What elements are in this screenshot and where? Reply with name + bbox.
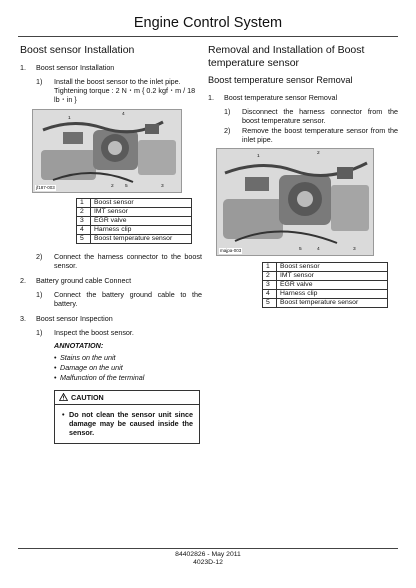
substep-text: Install the boost sensor to the inlet pipe. Tightening torque : 2 N・m { 0.2 kgf・m / 18 lb・in } xyxy=(54,76,196,104)
substep-1-1 xyxy=(36,77,202,104)
legend-table-right xyxy=(262,262,388,308)
substep-number: 2) xyxy=(36,251,43,261)
list-item: • Stains on the unit xyxy=(54,353,202,362)
table-row: 2 IMT sensor xyxy=(77,207,192,216)
warning-triangle-icon xyxy=(59,393,68,401)
step-number: 1. xyxy=(20,62,26,72)
step-text: Battery ground cable Connect xyxy=(36,275,132,285)
substep-3-1 xyxy=(36,328,202,337)
callout-label: 4 xyxy=(317,246,320,252)
substep-number: 1) xyxy=(36,289,43,299)
table-row: 5 Boost temperature sensor xyxy=(77,234,192,243)
step-3 xyxy=(20,314,202,323)
page-title: Engine Control System xyxy=(133,15,283,31)
figure-boost-sensor xyxy=(32,109,182,193)
callout-label: 2 xyxy=(317,150,320,156)
table-row: 1 Boost sensor xyxy=(77,198,192,207)
section-heading-right: Removal and Installation of Boost temperature sensor xyxy=(208,44,365,69)
footer-page-number: 4023D-12 xyxy=(193,559,223,567)
table-row: 3 EGR valve xyxy=(263,280,388,289)
table-row: 5 Boost temperature sensor xyxy=(263,298,388,307)
callout-label: 4 xyxy=(122,111,125,117)
step-1 xyxy=(20,63,202,72)
figure-id: jf187-003 xyxy=(36,184,55,190)
section-heading-left: Boost sensor Installation xyxy=(20,44,135,56)
step-text: Boost sensor Inspection xyxy=(36,313,113,323)
table-row: 2 IMT sensor xyxy=(263,271,388,280)
callout-label: 5 xyxy=(125,183,128,189)
callout-label: 3 xyxy=(161,183,164,189)
substep-text: Disconnect the harness connector from the boost temperature sensor. xyxy=(242,106,398,125)
step-2 xyxy=(20,276,202,285)
footer-document-id: 84402826 - May 2011 xyxy=(175,551,241,558)
left-column xyxy=(20,44,202,444)
step-1 xyxy=(208,93,398,102)
engine-illustration xyxy=(33,110,182,193)
engine-illustration xyxy=(217,149,374,256)
caution-header xyxy=(55,391,199,405)
substep-number: 1) xyxy=(36,327,43,337)
substep-text: Connect the battery ground cable to the battery. xyxy=(54,289,202,308)
caution-text: • Do not clean the sensor unit since damage may be caused inside the sensor. xyxy=(55,405,199,443)
page-footer xyxy=(0,551,416,568)
figure-boost-temperature-sensor xyxy=(216,148,374,256)
annotation-list xyxy=(54,353,202,382)
substep-number: 2) xyxy=(224,125,231,135)
list-item: • Damage on the unit xyxy=(54,363,202,372)
step-text: Boost temperature sensor Removal xyxy=(224,92,338,102)
substep-text: Remove the boost temperature sensor from the inlet pipe. xyxy=(242,125,398,144)
annotation-block xyxy=(54,341,202,382)
right-column xyxy=(208,44,398,308)
list-item: • Malfunction of the terminal xyxy=(54,373,202,382)
substep-number: 1) xyxy=(36,76,43,86)
legend-table-left xyxy=(76,198,192,244)
step-number: 3. xyxy=(20,313,26,323)
header-rule xyxy=(18,36,398,37)
annotation-title: ANNOTATION: xyxy=(54,340,104,350)
caution-box xyxy=(54,390,200,444)
callout-label: 5 xyxy=(299,246,302,252)
table-row: 3 EGR valve xyxy=(77,216,192,225)
step-number: 2. xyxy=(20,275,26,285)
substep-number: 1) xyxy=(224,106,231,116)
footer-rule xyxy=(18,548,398,549)
table-row: 1 Boost sensor xyxy=(263,262,388,271)
step-text: Boost sensor Installation xyxy=(36,62,115,72)
step-number: 1. xyxy=(208,92,214,102)
callout-label: 1 xyxy=(68,115,71,121)
table-row: 4 Harness clip xyxy=(263,289,388,298)
substep-1-1 xyxy=(224,107,398,125)
callout-label: 1 xyxy=(257,153,260,159)
substep-1-2 xyxy=(224,126,398,144)
subsection-heading: Boost temperature sensor Removal xyxy=(208,75,353,86)
figure-id: majpa-003 xyxy=(220,248,242,254)
substep-text: Inspect the boost sensor. xyxy=(54,327,134,337)
substep-1-2 xyxy=(36,252,202,270)
table-row: 4 Harness clip xyxy=(77,225,192,234)
caution-title: CAUTION xyxy=(71,392,104,402)
substep-2-1 xyxy=(36,290,202,308)
callout-label: 3 xyxy=(353,246,356,252)
substep-text: Connect the harness connector to the boost sensor. xyxy=(54,251,202,270)
callout-label: 2 xyxy=(111,183,114,189)
